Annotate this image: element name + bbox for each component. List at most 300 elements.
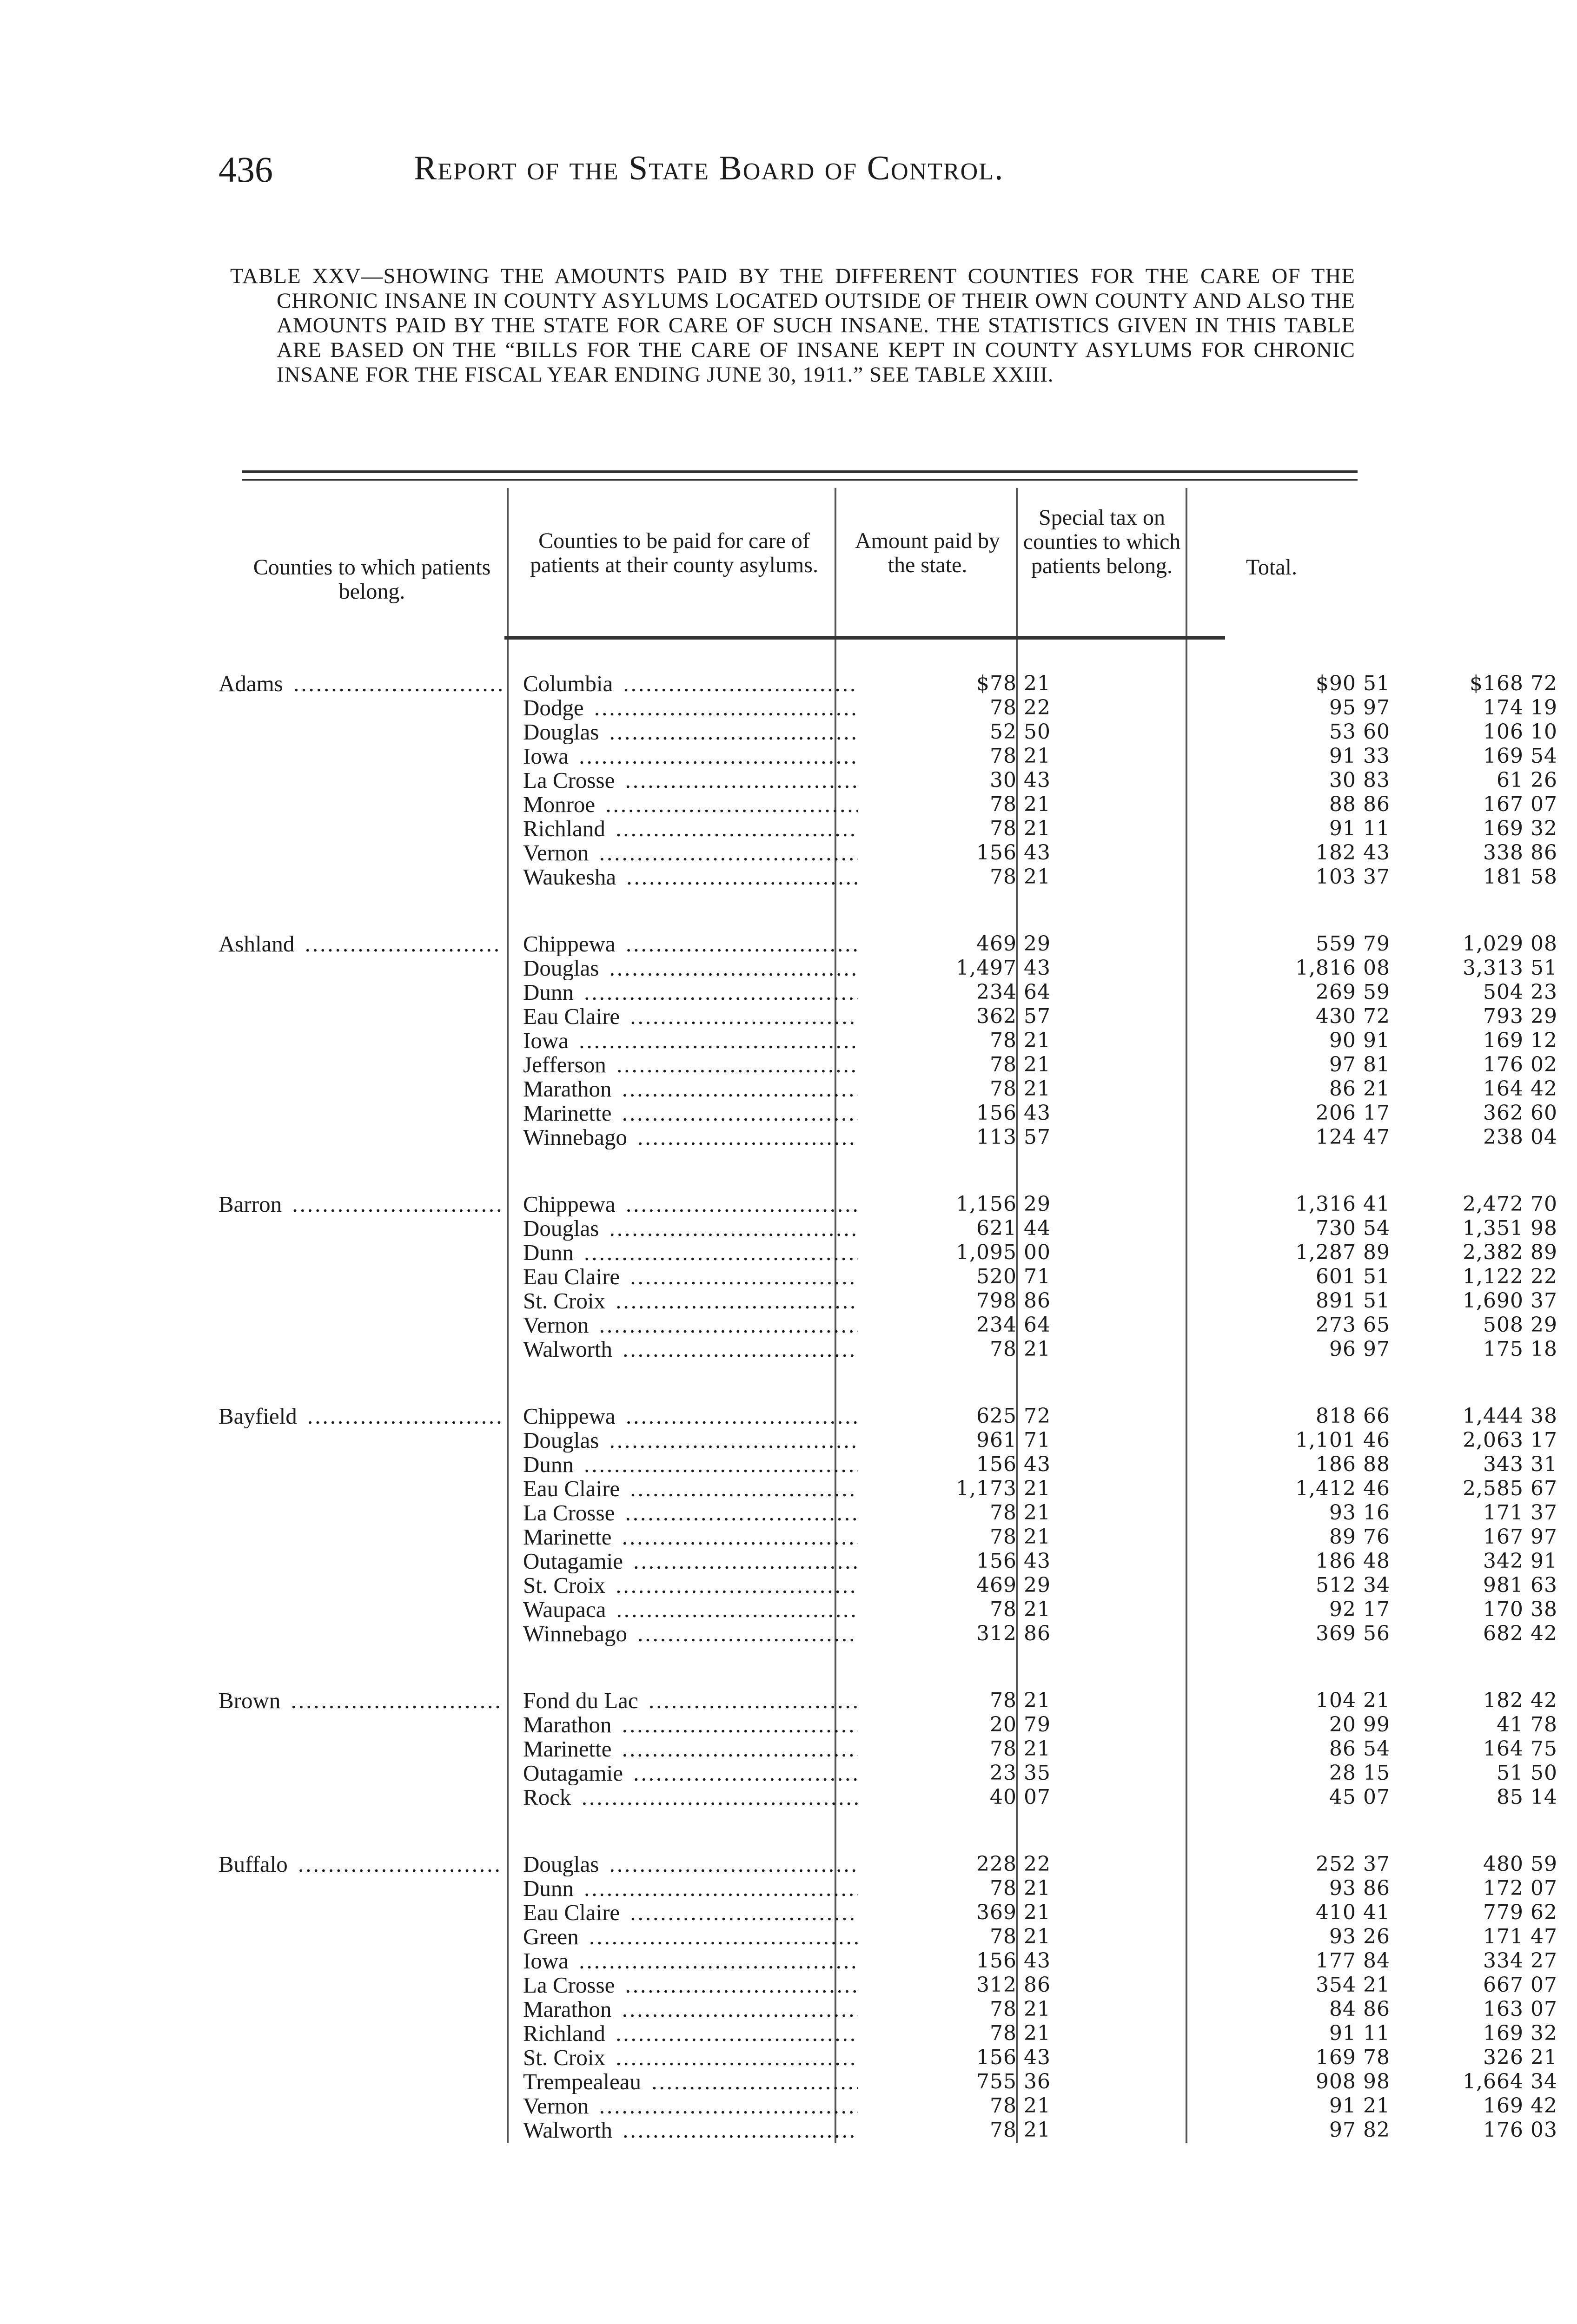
total-cell: 508 29: [1483, 1313, 1557, 1337]
special-tax-cell: 1,316 41: [1295, 1192, 1390, 1216]
paid-county: [523, 1477, 858, 1501]
special-tax-cell: 104 21: [1316, 1689, 1390, 1712]
amount-cell: 369 21: [976, 1901, 1051, 1924]
total-cell: 170 38: [1483, 1598, 1557, 1621]
table-body: [219, 672, 1557, 2185]
amount-cell: 156 43: [976, 1549, 1051, 1573]
paid-county-name: Eau Claire: [523, 1004, 623, 1029]
table-row: [219, 1125, 1557, 1149]
top-rule-secondary: [242, 479, 1358, 481]
column-header-total: Total.: [1246, 555, 1297, 580]
total-cell: 334 27: [1483, 1949, 1557, 1973]
amount-cell: 798 86: [976, 1289, 1051, 1313]
total-cell: 171 47: [1483, 1925, 1557, 1948]
special-tax-cell: 818 66: [1316, 1404, 1390, 1428]
paid-county-name: Eau Claire: [523, 1265, 623, 1289]
paid-county-name: Columbia: [523, 672, 616, 696]
paid-county-name: Richland: [523, 2021, 608, 2046]
total-cell: 182 42: [1483, 1689, 1557, 1712]
column-header-belongs: Counties to which patients belong.: [253, 555, 491, 604]
table-row: [219, 817, 1557, 841]
table-row: [219, 1901, 1557, 1925]
special-tax-cell: 103 37: [1316, 865, 1390, 889]
amount-cell: 20 79: [990, 1713, 1051, 1736]
paid-county-name: Trempealeau: [523, 2070, 644, 2094]
special-tax-cell: 908 98: [1316, 2070, 1390, 2093]
amount-cell: 1,497 43: [956, 956, 1051, 980]
paid-county: [523, 2094, 858, 2118]
total-cell: 176 03: [1483, 2118, 1557, 2142]
special-tax-cell: 96 97: [1329, 1337, 1390, 1361]
paid-county-name: Marathon: [523, 1713, 615, 1737]
total-cell: 175 18: [1483, 1337, 1557, 1361]
total-cell: 504 23: [1483, 980, 1557, 1004]
table-row: [219, 1876, 1557, 1901]
amount-cell: 78 21: [990, 2118, 1051, 2142]
total-cell: 3,313 51: [1463, 956, 1557, 980]
special-tax-cell: 91 21: [1329, 2094, 1390, 2118]
table-row: [219, 2046, 1557, 2070]
table-row: [219, 768, 1557, 792]
special-tax-cell: $90 51: [1316, 672, 1390, 695]
county-group: [219, 1852, 1557, 2142]
paid-county-name: Green: [523, 1925, 582, 1949]
total-cell: 169 32: [1483, 817, 1557, 840]
belongs-county-name: Adams: [219, 672, 286, 696]
paid-county: [523, 1852, 858, 1876]
belongs-county-name: Buffalo: [219, 1852, 291, 1876]
paid-county: [523, 1077, 858, 1101]
special-tax-cell: 45 07: [1329, 1785, 1390, 1809]
paid-county-name: Marathon: [523, 1997, 615, 2021]
amount-cell: 234 64: [976, 980, 1051, 1004]
total-cell: 171 37: [1483, 1501, 1557, 1525]
amount-cell: 78 21: [990, 1598, 1051, 1621]
paid-county-name: Waupaca: [523, 1598, 609, 1622]
total-cell: 169 42: [1483, 2094, 1557, 2118]
special-tax-cell: 169 78: [1316, 2046, 1390, 2069]
table-row: [219, 980, 1557, 1004]
paid-county: [523, 1525, 858, 1549]
table-row: [219, 1004, 1557, 1029]
special-tax-cell: 252 37: [1316, 1852, 1390, 1876]
paid-county-name: St. Croix: [523, 1573, 608, 1598]
special-tax-cell: 86 21: [1329, 1077, 1390, 1101]
amount-cell: 78 21: [990, 1077, 1051, 1101]
special-tax-cell: 1,287 89: [1295, 1241, 1390, 1264]
amount-cell: 156 43: [976, 1101, 1051, 1125]
total-cell: 106 10: [1483, 720, 1557, 744]
amount-cell: 312 86: [976, 1622, 1051, 1645]
total-cell: 1,690 37: [1463, 1289, 1557, 1313]
amount-cell: 1,173 21: [956, 1477, 1051, 1500]
total-cell: 1,029 08: [1463, 932, 1557, 956]
column-header-paid-county: Counties to be paid for care of patients at their county asylums.: [530, 528, 818, 577]
belongs-county: [219, 1852, 502, 1876]
table-row: [219, 1289, 1557, 1313]
paid-county-name: Walworth: [523, 2118, 615, 2142]
table-row: [219, 1689, 1557, 1713]
table-row: [219, 1549, 1557, 1573]
special-tax-cell: 182 43: [1316, 841, 1390, 865]
paid-county-name: St. Croix: [523, 1289, 608, 1313]
paid-county-name: Chippewa: [523, 932, 618, 956]
amount-cell: 961 71: [976, 1428, 1051, 1452]
paid-county: [523, 1452, 858, 1477]
belongs-county: [219, 1192, 502, 1216]
table-row: [219, 1949, 1557, 1973]
paid-county: [523, 841, 858, 865]
total-cell: 480 59: [1483, 1852, 1557, 1876]
belongs-county-name: Barron: [219, 1192, 285, 1216]
special-tax-cell: 93 86: [1329, 1876, 1390, 1900]
county-group: [219, 1404, 1557, 1646]
total-cell: 61 26: [1497, 768, 1557, 792]
paid-county: [523, 1761, 858, 1785]
paid-county: [523, 1101, 858, 1125]
paid-county-name: Outagamie: [523, 1761, 626, 1785]
table-row: [219, 865, 1557, 889]
amount-cell: 362 57: [976, 1004, 1051, 1028]
amount-cell: 469 29: [976, 1573, 1051, 1597]
table-row: [219, 1997, 1557, 2021]
belongs-county: [219, 1404, 502, 1428]
special-tax-cell: 1,101 46: [1295, 1428, 1390, 1452]
paid-county: [523, 956, 858, 980]
total-cell: 362 60: [1483, 1101, 1557, 1125]
special-tax-cell: 90 91: [1329, 1029, 1390, 1052]
total-cell: 172 07: [1483, 1876, 1557, 1900]
total-cell: 342 91: [1483, 1549, 1557, 1573]
table-row: [219, 1337, 1557, 1361]
paid-county: [523, 1404, 858, 1428]
special-tax-cell: 93 16: [1329, 1501, 1390, 1525]
paid-county-name: Outagamie: [523, 1549, 626, 1573]
amount-cell: 621 44: [976, 1216, 1051, 1240]
amount-cell: 1,095 00: [956, 1241, 1051, 1264]
amount-cell: 30 43: [990, 768, 1051, 792]
paid-county: [523, 1925, 858, 1949]
paid-county: [523, 1241, 858, 1265]
paid-county-name: Winnebago: [523, 1622, 630, 1646]
total-cell: 2,472 70: [1463, 1192, 1557, 1216]
paid-county: [523, 1573, 858, 1598]
total-cell: 2,585 67: [1463, 1477, 1557, 1500]
paid-county-name: La Crosse: [523, 1973, 617, 1997]
paid-county: [523, 1501, 858, 1525]
paid-county: [523, 1549, 858, 1573]
table-row: [219, 1452, 1557, 1477]
table-row: [219, 1265, 1557, 1289]
paid-county-name: La Crosse: [523, 1501, 617, 1525]
total-cell: 1,444 38: [1463, 1404, 1557, 1428]
paid-county-name: Douglas: [523, 720, 602, 744]
paid-county-name: Marinette: [523, 1737, 614, 1761]
belongs-county-name: Brown: [219, 1689, 283, 1713]
paid-county-name: Rock: [523, 1785, 574, 1809]
paid-county: [523, 696, 858, 720]
table-row: [219, 1053, 1557, 1077]
paid-county: [523, 1997, 858, 2021]
total-cell: 779 62: [1483, 1901, 1557, 1924]
special-tax-cell: 206 17: [1316, 1101, 1390, 1125]
amount-cell: 78 21: [990, 1337, 1051, 1361]
amount-cell: 78 22: [990, 696, 1051, 720]
amount-cell: 1,156 29: [956, 1192, 1051, 1216]
paid-county: [523, 1029, 858, 1053]
special-tax-cell: 1,412 46: [1295, 1477, 1390, 1500]
paid-county: [523, 1265, 858, 1289]
total-cell: 326 21: [1483, 2046, 1557, 2069]
special-tax-cell: 601 51: [1316, 1265, 1390, 1288]
total-cell: 169 54: [1483, 744, 1557, 768]
paid-county: [523, 1598, 858, 1622]
paid-county-name: Walworth: [523, 1337, 615, 1361]
paid-county-name: Richland: [523, 817, 608, 841]
total-cell: 682 42: [1483, 1622, 1557, 1645]
table-row: [219, 1737, 1557, 1761]
paid-county-name: Marinette: [523, 1101, 614, 1125]
total-cell: 181 58: [1483, 865, 1557, 889]
table-row: [219, 1404, 1557, 1428]
total-cell: 338 86: [1483, 841, 1557, 865]
special-tax-cell: 730 54: [1316, 1216, 1390, 1240]
total-cell: 981 63: [1483, 1573, 1557, 1597]
total-cell: 2,382 89: [1463, 1241, 1557, 1264]
total-cell: 163 07: [1483, 1997, 1557, 2021]
total-cell: 793 29: [1483, 1004, 1557, 1028]
paid-county-name: Dunn: [523, 1876, 576, 1901]
special-tax-cell: 91 33: [1329, 744, 1390, 768]
total-cell: 169 12: [1483, 1029, 1557, 1052]
total-cell: 1,122 22: [1463, 1265, 1557, 1288]
special-tax-cell: 88 86: [1329, 792, 1390, 816]
paid-county: [523, 932, 858, 956]
table-row: [219, 1573, 1557, 1598]
table-row: [219, 2070, 1557, 2094]
paid-county-name: Chippewa: [523, 1404, 618, 1428]
paid-county-name: Iowa: [523, 744, 571, 768]
special-tax-cell: 273 65: [1316, 1313, 1390, 1337]
table-row: [219, 792, 1557, 817]
table-row: [219, 1925, 1557, 1949]
paid-county: [523, 1192, 858, 1216]
table-row: [219, 744, 1557, 768]
table-row: [219, 1525, 1557, 1549]
table-row: [219, 2094, 1557, 2118]
amount-cell: 40 07: [990, 1785, 1051, 1809]
special-tax-cell: 369 56: [1316, 1622, 1390, 1645]
amount-cell: $78 21: [976, 672, 1051, 695]
paid-county: [523, 768, 858, 792]
amount-cell: 520 71: [976, 1265, 1051, 1288]
paid-county: [523, 672, 858, 696]
paid-county-name: Douglas: [523, 1852, 602, 1876]
paid-county: [523, 1622, 858, 1646]
table-row: [219, 2021, 1557, 2046]
paid-county: [523, 980, 858, 1004]
paid-county: [523, 817, 858, 841]
amount-cell: 78 21: [990, 1925, 1051, 1948]
special-tax-cell: 177 84: [1316, 1949, 1390, 1973]
special-tax-cell: 354 21: [1316, 1973, 1390, 1997]
paid-county: [523, 1125, 858, 1149]
table-row: [219, 1029, 1557, 1053]
paid-county: [523, 720, 858, 744]
county-group: [219, 672, 1557, 889]
special-tax-cell: 186 48: [1316, 1549, 1390, 1573]
paid-county: [523, 1004, 858, 1029]
total-cell: 1,664 34: [1463, 2070, 1557, 2093]
paid-county-name: Iowa: [523, 1949, 571, 1973]
paid-county-name: Vernon: [523, 841, 592, 865]
total-cell: 51 50: [1497, 1761, 1557, 1785]
paid-county-name: Jefferson: [523, 1053, 609, 1077]
paid-county-name: Eau Claire: [523, 1477, 623, 1501]
paid-county-name: Dodge: [523, 696, 587, 720]
total-cell: 1,351 98: [1463, 1216, 1557, 1240]
amount-cell: 78 21: [990, 1689, 1051, 1712]
table-row: [219, 841, 1557, 865]
special-tax-cell: 410 41: [1316, 1901, 1390, 1924]
table-row: [219, 1077, 1557, 1101]
amount-cell: 156 43: [976, 1452, 1051, 1476]
total-cell: 164 42: [1483, 1077, 1557, 1101]
paid-county-name: Douglas: [523, 1428, 602, 1452]
column-header-amount: Amount paid by the state.: [855, 528, 1000, 577]
paid-county-name: Waukesha: [523, 865, 619, 889]
table-row: [219, 1622, 1557, 1646]
table-row: [219, 1477, 1557, 1501]
table-row: [219, 696, 1557, 720]
amount-cell: 78 21: [990, 1997, 1051, 2021]
paid-county-name: Dunn: [523, 1452, 576, 1477]
special-tax-cell: 86 54: [1329, 1737, 1390, 1761]
table-row: [219, 932, 1557, 956]
paid-county: [523, 1949, 858, 1973]
special-tax-cell: 97 81: [1329, 1053, 1390, 1076]
paid-county: [523, 1337, 858, 1361]
table-row: [219, 720, 1557, 744]
paid-county: [523, 1313, 858, 1337]
table-caption: [230, 264, 1355, 387]
total-cell: $168 72: [1470, 672, 1557, 695]
special-tax-cell: 53 60: [1329, 720, 1390, 744]
table-row: [219, 1785, 1557, 1809]
special-tax-cell: 93 26: [1329, 1925, 1390, 1948]
special-tax-cell: 97 82: [1329, 2118, 1390, 2142]
belongs-county-name: Bayfield: [219, 1404, 300, 1428]
total-cell: 238 04: [1483, 1125, 1557, 1149]
amount-cell: 469 29: [976, 932, 1051, 956]
paid-county: [523, 1428, 858, 1452]
total-cell: 41 78: [1497, 1713, 1557, 1736]
county-group: [219, 1192, 1557, 1361]
paid-county-name: Dunn: [523, 1241, 576, 1265]
belongs-county: [219, 1689, 502, 1713]
paid-county: [523, 2021, 858, 2046]
amount-cell: 78 21: [990, 1053, 1051, 1076]
amount-cell: 78 21: [990, 1029, 1051, 1052]
top-rule: [242, 470, 1358, 473]
paid-county-name: Monroe: [523, 792, 598, 817]
total-cell: 85 14: [1497, 1785, 1557, 1809]
special-tax-cell: 84 86: [1329, 1997, 1390, 2021]
amount-cell: 23 35: [990, 1761, 1051, 1785]
table-row: [219, 1501, 1557, 1525]
amount-cell: 78 21: [990, 2094, 1051, 2118]
special-tax-cell: 91 11: [1329, 817, 1390, 840]
paid-county-name: Eau Claire: [523, 1901, 623, 1925]
paid-county: [523, 865, 858, 889]
page-number: 436: [219, 149, 273, 190]
amount-cell: 78 21: [990, 792, 1051, 816]
paid-county: [523, 1289, 858, 1313]
total-cell: 167 97: [1483, 1525, 1557, 1549]
paid-county-name: La Crosse: [523, 768, 617, 792]
paid-county: [523, 2118, 858, 2142]
special-tax-cell: 124 47: [1316, 1125, 1390, 1149]
table-row: [219, 1713, 1557, 1737]
paid-county: [523, 744, 858, 768]
column-header-special-tax: Special tax on counties to which patients belong.: [1023, 505, 1181, 578]
paid-county-name: Dunn: [523, 980, 576, 1004]
county-group: [219, 1689, 1557, 1809]
belongs-county: [219, 932, 502, 956]
amount-cell: 78 21: [990, 1876, 1051, 1900]
paid-county: [523, 2046, 858, 2070]
special-tax-cell: 430 72: [1316, 1004, 1390, 1028]
page-header: [219, 149, 1218, 200]
caption-text: TABLE XXV—SHOWING THE AMOUNTS PAID BY THE DIFFERENT COUNTIES FOR THE CARE OF THE CHRONIC INSANE IN COUNTY ASYLUMS LOCATED OUTSIDE OF THEIR OWN COUNTY AND ALSO THE AMOUNTS PAID BY THE STATE FOR CARE OF SUCH INSANE. THE STATISTICS GIVEN IN THIS TABLE ARE BASED ON THE “BILLS FOR THE CARE OF INSANE KEPT IN COUNTY ASYLUMS FOR CHRONIC INSANE FOR THE FISCAL YEAR ENDING JUNE 30, 1911.” SEE TABLE XXIII.: [230, 264, 1355, 387]
table-row: [219, 1101, 1557, 1125]
amount-cell: 78 21: [990, 1525, 1051, 1549]
paid-county: [523, 1053, 858, 1077]
amount-cell: 312 86: [976, 1973, 1051, 1997]
amount-cell: 78 21: [990, 2021, 1051, 2045]
paid-county-name: Marinette: [523, 1525, 614, 1549]
paid-county-name: Vernon: [523, 1313, 592, 1337]
table-row: [219, 1973, 1557, 1997]
paid-county-name: St. Croix: [523, 2046, 608, 2070]
amount-cell: 78 21: [990, 865, 1051, 889]
paid-county-name: Chippewa: [523, 1192, 618, 1216]
table-row: [219, 1428, 1557, 1452]
amount-cell: 78 21: [990, 1737, 1051, 1761]
belongs-county: [219, 672, 502, 696]
paid-county: [523, 1737, 858, 1761]
table-row: [219, 2118, 1557, 2142]
special-tax-cell: 20 99: [1329, 1713, 1390, 1736]
total-cell: 2,063 17: [1463, 1428, 1557, 1452]
amount-cell: 156 43: [976, 841, 1051, 865]
paid-county-name: Douglas: [523, 956, 602, 980]
paid-county: [523, 1973, 858, 1997]
table-row: [219, 1216, 1557, 1241]
paid-county: [523, 1689, 858, 1713]
amount-cell: 625 72: [976, 1404, 1051, 1428]
total-cell: 164 75: [1483, 1737, 1557, 1761]
table-row: [219, 1852, 1557, 1876]
amount-cell: 156 43: [976, 2046, 1051, 2069]
paid-county: [523, 1216, 858, 1241]
amount-cell: 78 21: [990, 817, 1051, 840]
paid-county: [523, 1713, 858, 1737]
header-rule: [504, 636, 1225, 640]
paid-county-name: Douglas: [523, 1216, 602, 1241]
paid-county: [523, 2070, 858, 2094]
amount-cell: 52 50: [990, 720, 1051, 744]
